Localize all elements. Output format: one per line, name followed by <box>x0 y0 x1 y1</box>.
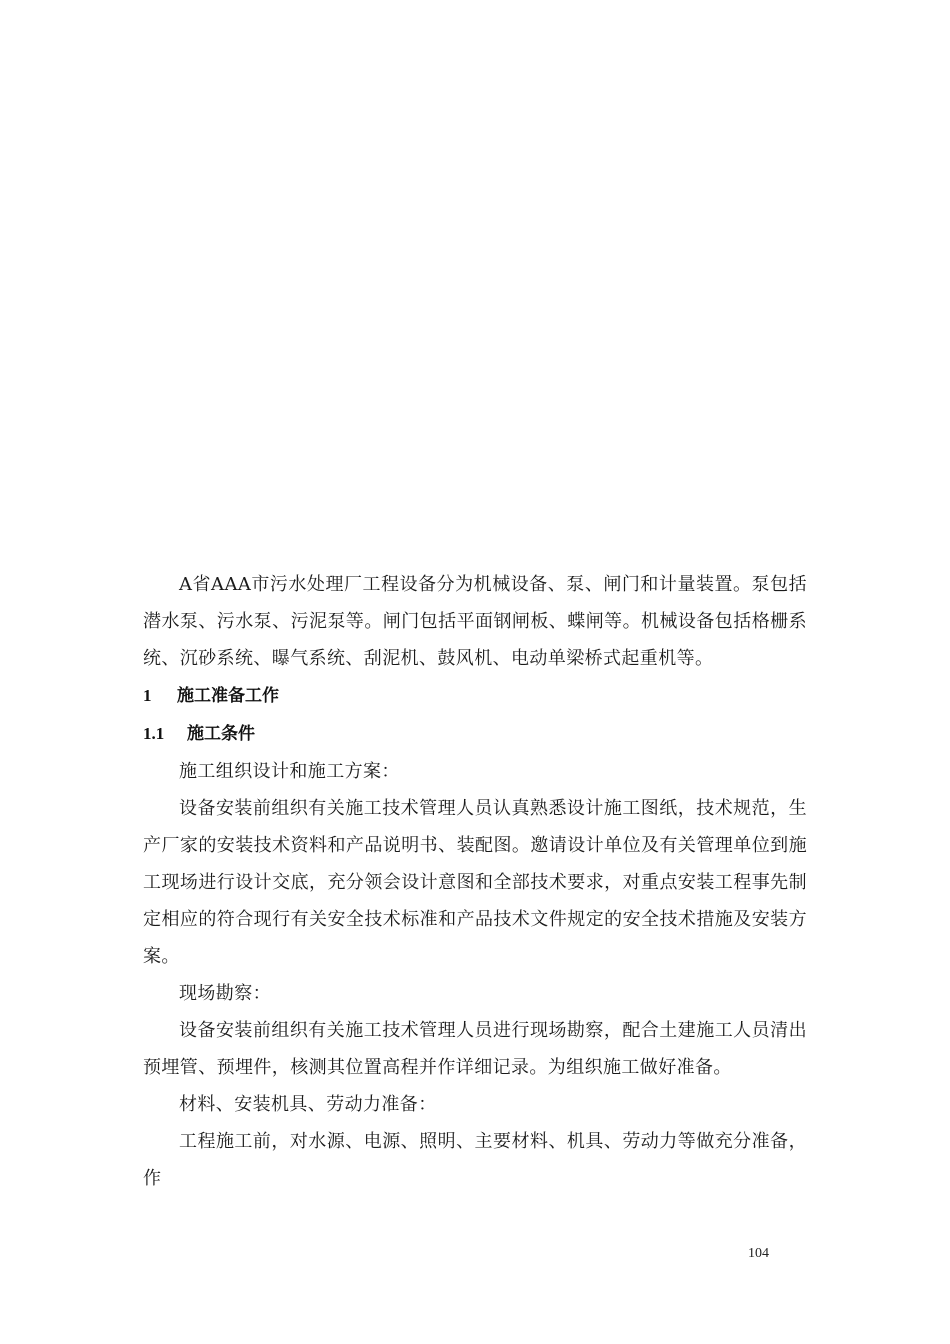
subsection-heading-1-1 <box>143 715 807 753</box>
design-paragraph: 设备安装前组织有关施工技术管理人员认真熟悉设计施工图纸，技术规范，生产厂家的安装技术资料和产品说明书、装配图。邀请设计单位及有关管理单位到施工现场进行设计交底，充分领会设计意图和全部技术要求，对重点安装工程事先制定相应的符合现行有关安全技术标准和产品技术文件规定的安全技术措施及安装方案。 <box>143 798 807 967</box>
subsection-number: 1.1 <box>143 724 165 743</box>
materials-paragraph: 工程施工前，对水源、电源、照明、主要材料、机具、劳动力等做充分准备，作 <box>143 1131 807 1189</box>
section-title: 施工准备工作 <box>177 686 279 706</box>
item-heading-materials: 材料、安装机具、劳动力准备： <box>179 1094 437 1115</box>
section-heading-1 <box>143 677 807 715</box>
section-number: 1 <box>143 686 152 705</box>
item-heading-design: 施工组织设计和施工方案： <box>179 761 400 782</box>
item-heading-survey: 现场勘察： <box>179 983 271 1004</box>
subsection-title: 施工条件 <box>187 724 255 744</box>
document-body <box>143 566 807 1197</box>
page-number: 104 <box>748 1246 769 1261</box>
survey-paragraph: 设备安装前组织有关施工技术管理人员进行现场勘察，配合土建施工人员清出预埋管、预埋件，核测其位置高程并作详细记录。为组织施工做好准备。 <box>143 1020 807 1078</box>
intro-paragraph: A省AAA市污水处理厂工程设备分为机械设备、泵、闸门和计量装置。泵包括潜水泵、污水泵、污泥泵等。闸门包括平面钢闸板、蝶闸等。机械设备包括格栅系统、沉砂系统、曝气系统、刮泥机、鼓风机、电动单梁桥式起重机等。 <box>143 574 807 669</box>
